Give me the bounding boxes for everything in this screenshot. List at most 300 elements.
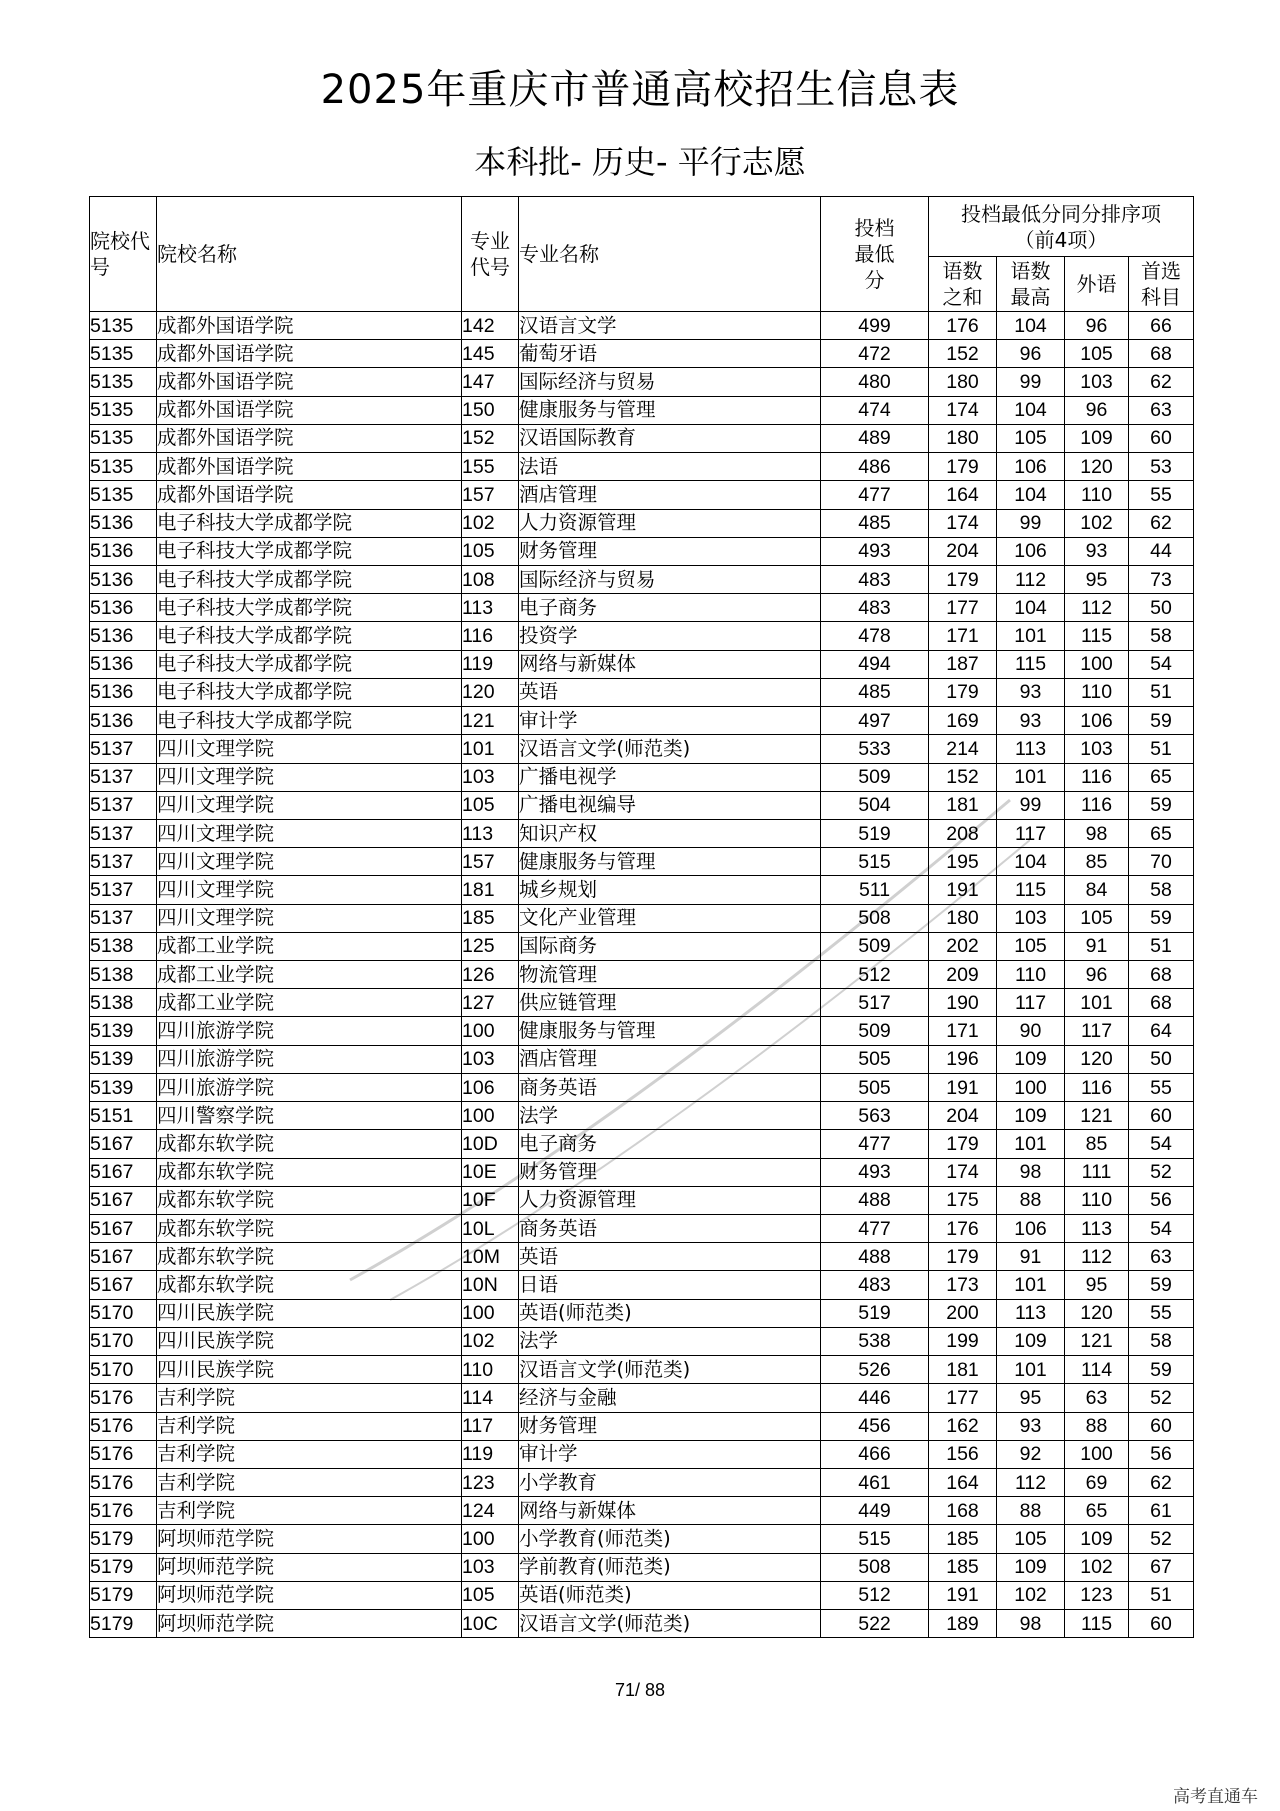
major-name-cell: 酒店管理 bbox=[519, 481, 821, 509]
school-name-cell: 成都工业学院 bbox=[157, 989, 462, 1017]
chinese-math-max-cell: 99 bbox=[997, 368, 1065, 396]
chinese-math-sum-cell: 202 bbox=[929, 932, 997, 960]
table-row bbox=[90, 424, 1194, 452]
chinese-math-max-cell: 101 bbox=[997, 1130, 1065, 1158]
school-code-cell: 5151 bbox=[90, 1102, 157, 1130]
school-name-cell: 吉利学院 bbox=[157, 1497, 462, 1525]
min-score-cell: 519 bbox=[821, 819, 929, 847]
table-row bbox=[90, 1130, 1194, 1158]
header-sub-chinese-math-sum: 语数之和 bbox=[929, 257, 997, 312]
school-name-cell: 阿坝师范学院 bbox=[157, 1525, 462, 1553]
major-name-cell: 电子商务 bbox=[519, 594, 821, 622]
school-code-cell: 5136 bbox=[90, 622, 157, 650]
foreign-language-cell: 93 bbox=[1065, 537, 1129, 565]
major-code-cell: 105 bbox=[462, 791, 519, 819]
school-code-cell: 5138 bbox=[90, 932, 157, 960]
foreign-language-cell: 121 bbox=[1065, 1327, 1129, 1355]
table-row bbox=[90, 1045, 1194, 1073]
major-name-cell: 健康服务与管理 bbox=[519, 1017, 821, 1045]
first-subject-cell: 59 bbox=[1129, 1356, 1194, 1384]
foreign-language-cell: 110 bbox=[1065, 678, 1129, 706]
header-school-name: 院校名称 bbox=[157, 197, 462, 312]
first-subject-cell: 63 bbox=[1129, 396, 1194, 424]
table-row bbox=[90, 509, 1194, 537]
major-code-cell: 117 bbox=[462, 1412, 519, 1440]
school-code-cell: 5167 bbox=[90, 1130, 157, 1158]
min-score-cell: 485 bbox=[821, 678, 929, 706]
school-code-cell: 5135 bbox=[90, 368, 157, 396]
table-row bbox=[90, 1525, 1194, 1553]
table-row bbox=[90, 1581, 1194, 1609]
min-score-cell: 493 bbox=[821, 1158, 929, 1186]
major-name-cell: 法学 bbox=[519, 1327, 821, 1355]
school-name-cell: 成都外国语学院 bbox=[157, 340, 462, 368]
min-score-cell: 483 bbox=[821, 565, 929, 593]
chinese-math-max-cell: 99 bbox=[997, 791, 1065, 819]
table-row bbox=[90, 707, 1194, 735]
table-row bbox=[90, 848, 1194, 876]
first-subject-cell: 55 bbox=[1129, 1073, 1194, 1101]
school-code-cell: 5167 bbox=[90, 1186, 157, 1214]
school-code-cell: 5136 bbox=[90, 565, 157, 593]
chinese-math-sum-cell: 152 bbox=[929, 763, 997, 791]
school-name-cell: 吉利学院 bbox=[157, 1384, 462, 1412]
school-name-cell: 成都工业学院 bbox=[157, 932, 462, 960]
chinese-math-sum-cell: 174 bbox=[929, 396, 997, 424]
table-row bbox=[90, 763, 1194, 791]
min-score-cell: 508 bbox=[821, 904, 929, 932]
foreign-language-cell: 102 bbox=[1065, 1553, 1129, 1581]
school-code-cell: 5136 bbox=[90, 650, 157, 678]
school-code-cell: 5167 bbox=[90, 1243, 157, 1271]
min-score-cell: 511 bbox=[821, 876, 929, 904]
major-name-cell: 投资学 bbox=[519, 622, 821, 650]
chinese-math-sum-cell: 180 bbox=[929, 904, 997, 932]
first-subject-cell: 59 bbox=[1129, 904, 1194, 932]
table-row bbox=[90, 594, 1194, 622]
school-code-cell: 5139 bbox=[90, 1045, 157, 1073]
table-row bbox=[90, 1215, 1194, 1243]
major-code-cell: 124 bbox=[462, 1497, 519, 1525]
chinese-math-max-cell: 115 bbox=[997, 650, 1065, 678]
chinese-math-max-cell: 103 bbox=[997, 904, 1065, 932]
header-tie-group bbox=[929, 197, 1194, 257]
chinese-math-max-cell: 112 bbox=[997, 1468, 1065, 1496]
foreign-language-cell: 106 bbox=[1065, 707, 1129, 735]
chinese-math-sum-cell: 171 bbox=[929, 622, 997, 650]
chinese-math-sum-cell: 180 bbox=[929, 424, 997, 452]
major-name-cell: 财务管理 bbox=[519, 1412, 821, 1440]
table-row bbox=[90, 904, 1194, 932]
first-subject-cell: 60 bbox=[1129, 1102, 1194, 1130]
school-name-cell: 电子科技大学成都学院 bbox=[157, 594, 462, 622]
chinese-math-sum-cell: 174 bbox=[929, 1158, 997, 1186]
school-name-cell: 四川文理学院 bbox=[157, 763, 462, 791]
major-code-cell: 157 bbox=[462, 848, 519, 876]
chinese-math-max-cell: 92 bbox=[997, 1440, 1065, 1468]
table-row bbox=[90, 1468, 1194, 1496]
major-name-cell: 英语(师范类) bbox=[519, 1299, 821, 1327]
first-subject-cell: 70 bbox=[1129, 848, 1194, 876]
school-code-cell: 5170 bbox=[90, 1356, 157, 1384]
min-score-cell: 508 bbox=[821, 1553, 929, 1581]
major-name-cell: 健康服务与管理 bbox=[519, 396, 821, 424]
chinese-math-max-cell: 106 bbox=[997, 537, 1065, 565]
foreign-language-cell: 96 bbox=[1065, 396, 1129, 424]
major-code-cell: 185 bbox=[462, 904, 519, 932]
school-code-cell: 5135 bbox=[90, 396, 157, 424]
school-name-cell: 四川旅游学院 bbox=[157, 1073, 462, 1101]
page-number: 71/ 88 bbox=[614, 1680, 666, 1700]
school-name-cell: 阿坝师范学院 bbox=[157, 1553, 462, 1581]
min-score-cell: 485 bbox=[821, 509, 929, 537]
chinese-math-sum-cell: 189 bbox=[929, 1610, 997, 1638]
chinese-math-sum-cell: 208 bbox=[929, 819, 997, 847]
major-code-cell: 10D bbox=[462, 1130, 519, 1158]
chinese-math-max-cell: 113 bbox=[997, 735, 1065, 763]
table-row bbox=[90, 989, 1194, 1017]
min-score-cell: 499 bbox=[821, 312, 929, 340]
major-code-cell: 142 bbox=[462, 312, 519, 340]
min-score-cell: 446 bbox=[821, 1384, 929, 1412]
foreign-language-cell: 120 bbox=[1065, 1045, 1129, 1073]
first-subject-cell: 55 bbox=[1129, 1299, 1194, 1327]
chinese-math-max-cell: 113 bbox=[997, 1299, 1065, 1327]
chinese-math-max-cell: 93 bbox=[997, 678, 1065, 706]
header-major-code: 专业代号 bbox=[462, 197, 519, 312]
school-code-cell: 5136 bbox=[90, 537, 157, 565]
school-name-cell: 四川民族学院 bbox=[157, 1356, 462, 1384]
school-name-cell: 成都东软学院 bbox=[157, 1243, 462, 1271]
foreign-language-cell: 112 bbox=[1065, 1243, 1129, 1271]
major-code-cell: 100 bbox=[462, 1102, 519, 1130]
major-code-cell: 119 bbox=[462, 650, 519, 678]
chinese-math-max-cell: 95 bbox=[997, 1384, 1065, 1412]
school-name-cell: 成都外国语学院 bbox=[157, 312, 462, 340]
chinese-math-max-cell: 105 bbox=[997, 424, 1065, 452]
major-name-cell: 小学教育(师范类) bbox=[519, 1525, 821, 1553]
chinese-math-sum-cell: 174 bbox=[929, 509, 997, 537]
table-row bbox=[90, 735, 1194, 763]
first-subject-cell: 59 bbox=[1129, 791, 1194, 819]
chinese-math-sum-cell: 171 bbox=[929, 1017, 997, 1045]
min-score-cell: 538 bbox=[821, 1327, 929, 1355]
foreign-language-cell: 103 bbox=[1065, 368, 1129, 396]
school-name-cell: 四川民族学院 bbox=[157, 1327, 462, 1355]
min-score-cell: 526 bbox=[821, 1356, 929, 1384]
school-code-cell: 5139 bbox=[90, 1017, 157, 1045]
school-code-cell: 5137 bbox=[90, 876, 157, 904]
table-row bbox=[90, 1497, 1194, 1525]
foreign-language-cell: 100 bbox=[1065, 1440, 1129, 1468]
major-code-cell: 10L bbox=[462, 1215, 519, 1243]
chinese-math-max-cell: 104 bbox=[997, 481, 1065, 509]
min-score-cell: 517 bbox=[821, 989, 929, 1017]
major-code-cell: 100 bbox=[462, 1299, 519, 1327]
school-name-cell: 成都外国语学院 bbox=[157, 424, 462, 452]
school-code-cell: 5136 bbox=[90, 678, 157, 706]
major-name-cell: 国际商务 bbox=[519, 932, 821, 960]
foreign-language-cell: 103 bbox=[1065, 735, 1129, 763]
first-subject-cell: 64 bbox=[1129, 1017, 1194, 1045]
min-score-cell: 522 bbox=[821, 1610, 929, 1638]
major-code-cell: 116 bbox=[462, 622, 519, 650]
major-name-cell: 汉语言文学(师范类) bbox=[519, 1356, 821, 1384]
table-row bbox=[90, 1440, 1194, 1468]
first-subject-cell: 52 bbox=[1129, 1525, 1194, 1553]
chinese-math-max-cell: 117 bbox=[997, 819, 1065, 847]
min-score-cell: 504 bbox=[821, 791, 929, 819]
header-sub-foreign-language: 外语 bbox=[1065, 257, 1129, 312]
foreign-language-cell: 110 bbox=[1065, 481, 1129, 509]
school-name-cell: 吉利学院 bbox=[157, 1440, 462, 1468]
major-name-cell: 法语 bbox=[519, 453, 821, 481]
major-code-cell: 103 bbox=[462, 763, 519, 791]
chinese-math-sum-cell: 200 bbox=[929, 1299, 997, 1327]
major-name-cell: 广播电视学 bbox=[519, 763, 821, 791]
major-name-cell: 电子商务 bbox=[519, 1130, 821, 1158]
school-name-cell: 吉利学院 bbox=[157, 1468, 462, 1496]
chinese-math-sum-cell: 164 bbox=[929, 481, 997, 509]
major-name-cell: 汉语国际教育 bbox=[519, 424, 821, 452]
chinese-math-max-cell: 101 bbox=[997, 1356, 1065, 1384]
table-body bbox=[90, 312, 1194, 1638]
foreign-language-cell: 85 bbox=[1065, 848, 1129, 876]
foreign-language-cell: 112 bbox=[1065, 594, 1129, 622]
min-score-cell: 486 bbox=[821, 453, 929, 481]
chinese-math-sum-cell: 214 bbox=[929, 735, 997, 763]
major-name-cell: 物流管理 bbox=[519, 961, 821, 989]
min-score-cell: 509 bbox=[821, 932, 929, 960]
school-name-cell: 电子科技大学成都学院 bbox=[157, 565, 462, 593]
first-subject-cell: 62 bbox=[1129, 1468, 1194, 1496]
major-code-cell: 102 bbox=[462, 509, 519, 537]
min-score-cell: 478 bbox=[821, 622, 929, 650]
min-score-cell: 456 bbox=[821, 1412, 929, 1440]
major-code-cell: 123 bbox=[462, 1468, 519, 1496]
major-code-cell: 105 bbox=[462, 537, 519, 565]
chinese-math-max-cell: 100 bbox=[997, 1073, 1065, 1101]
major-name-cell: 城乡规划 bbox=[519, 876, 821, 904]
school-code-cell: 5170 bbox=[90, 1299, 157, 1327]
major-code-cell: 127 bbox=[462, 989, 519, 1017]
school-name-cell: 成都东软学院 bbox=[157, 1271, 462, 1299]
min-score-cell: 477 bbox=[821, 1215, 929, 1243]
school-code-cell: 5135 bbox=[90, 481, 157, 509]
foreign-language-cell: 121 bbox=[1065, 1102, 1129, 1130]
chinese-math-sum-cell: 190 bbox=[929, 989, 997, 1017]
table-row bbox=[90, 1017, 1194, 1045]
major-name-cell: 经济与金融 bbox=[519, 1384, 821, 1412]
foreign-language-cell: 116 bbox=[1065, 1073, 1129, 1101]
min-score-cell: 505 bbox=[821, 1073, 929, 1101]
min-score-cell: 493 bbox=[821, 537, 929, 565]
major-name-cell: 商务英语 bbox=[519, 1073, 821, 1101]
foreign-language-cell: 100 bbox=[1065, 650, 1129, 678]
school-code-cell: 5137 bbox=[90, 819, 157, 847]
major-name-cell: 酒店管理 bbox=[519, 1045, 821, 1073]
table-row bbox=[90, 340, 1194, 368]
major-code-cell: 101 bbox=[462, 735, 519, 763]
chinese-math-sum-cell: 191 bbox=[929, 1073, 997, 1101]
school-name-cell: 电子科技大学成都学院 bbox=[157, 707, 462, 735]
chinese-math-max-cell: 99 bbox=[997, 509, 1065, 537]
chinese-math-sum-cell: 177 bbox=[929, 594, 997, 622]
first-subject-cell: 51 bbox=[1129, 735, 1194, 763]
chinese-math-sum-cell: 185 bbox=[929, 1553, 997, 1581]
min-score-cell: 477 bbox=[821, 481, 929, 509]
foreign-language-cell: 116 bbox=[1065, 763, 1129, 791]
first-subject-cell: 56 bbox=[1129, 1440, 1194, 1468]
table-row bbox=[90, 1073, 1194, 1101]
school-name-cell: 成都东软学院 bbox=[157, 1130, 462, 1158]
table-row bbox=[90, 368, 1194, 396]
header-min-score: 投档最低分 bbox=[821, 197, 929, 312]
major-name-cell: 英语(师范类) bbox=[519, 1581, 821, 1609]
min-score-cell: 515 bbox=[821, 1525, 929, 1553]
major-name-cell: 学前教育(师范类) bbox=[519, 1553, 821, 1581]
chinese-math-sum-cell: 180 bbox=[929, 368, 997, 396]
foreign-language-cell: 88 bbox=[1065, 1412, 1129, 1440]
first-subject-cell: 60 bbox=[1129, 424, 1194, 452]
foreign-language-cell: 110 bbox=[1065, 1186, 1129, 1214]
school-code-cell: 5137 bbox=[90, 735, 157, 763]
chinese-math-sum-cell: 179 bbox=[929, 1243, 997, 1271]
major-code-cell: 120 bbox=[462, 678, 519, 706]
major-name-cell: 汉语言文学(师范类) bbox=[519, 1610, 821, 1638]
major-code-cell: 114 bbox=[462, 1384, 519, 1412]
school-code-cell: 5136 bbox=[90, 594, 157, 622]
school-name-cell: 四川旅游学院 bbox=[157, 1017, 462, 1045]
table-row bbox=[90, 650, 1194, 678]
school-name-cell: 四川文理学院 bbox=[157, 791, 462, 819]
foreign-language-cell: 120 bbox=[1065, 1299, 1129, 1327]
first-subject-cell: 51 bbox=[1129, 1581, 1194, 1609]
school-name-cell: 成都外国语学院 bbox=[157, 368, 462, 396]
major-code-cell: 150 bbox=[462, 396, 519, 424]
chinese-math-sum-cell: 187 bbox=[929, 650, 997, 678]
school-code-cell: 5138 bbox=[90, 961, 157, 989]
major-code-cell: 145 bbox=[462, 340, 519, 368]
major-name-cell: 财务管理 bbox=[519, 537, 821, 565]
chinese-math-sum-cell: 152 bbox=[929, 340, 997, 368]
school-code-cell: 5179 bbox=[90, 1610, 157, 1638]
first-subject-cell: 62 bbox=[1129, 368, 1194, 396]
major-name-cell: 网络与新媒体 bbox=[519, 1497, 821, 1525]
school-name-cell: 成都外国语学院 bbox=[157, 453, 462, 481]
major-code-cell: 106 bbox=[462, 1073, 519, 1101]
foreign-language-cell: 69 bbox=[1065, 1468, 1129, 1496]
chinese-math-max-cell: 104 bbox=[997, 396, 1065, 424]
chinese-math-max-cell: 109 bbox=[997, 1045, 1065, 1073]
min-score-cell: 466 bbox=[821, 1440, 929, 1468]
corner-watermark: 高考直通车 bbox=[1173, 1787, 1258, 1807]
school-code-cell: 5179 bbox=[90, 1553, 157, 1581]
foreign-language-cell: 123 bbox=[1065, 1581, 1129, 1609]
chinese-math-max-cell: 101 bbox=[997, 1271, 1065, 1299]
school-code-cell: 5137 bbox=[90, 763, 157, 791]
first-subject-cell: 54 bbox=[1129, 1215, 1194, 1243]
major-code-cell: 10M bbox=[462, 1243, 519, 1271]
first-subject-cell: 63 bbox=[1129, 1243, 1194, 1271]
min-score-cell: 519 bbox=[821, 1299, 929, 1327]
school-name-cell: 四川文理学院 bbox=[157, 876, 462, 904]
school-name-cell: 电子科技大学成都学院 bbox=[157, 537, 462, 565]
major-name-cell: 小学教育 bbox=[519, 1468, 821, 1496]
major-code-cell: 102 bbox=[462, 1327, 519, 1355]
table-row bbox=[90, 678, 1194, 706]
school-name-cell: 四川文理学院 bbox=[157, 735, 462, 763]
chinese-math-sum-cell: 199 bbox=[929, 1327, 997, 1355]
header-tie-group-title: 投档最低分同分排序项 bbox=[961, 201, 1161, 226]
foreign-language-cell: 84 bbox=[1065, 876, 1129, 904]
major-name-cell: 审计学 bbox=[519, 707, 821, 735]
major-code-cell: 147 bbox=[462, 368, 519, 396]
major-code-cell: 10F bbox=[462, 1186, 519, 1214]
chinese-math-max-cell: 91 bbox=[997, 1243, 1065, 1271]
school-name-cell: 四川文理学院 bbox=[157, 848, 462, 876]
chinese-math-max-cell: 93 bbox=[997, 1412, 1065, 1440]
school-code-cell: 5176 bbox=[90, 1440, 157, 1468]
foreign-language-cell: 96 bbox=[1065, 961, 1129, 989]
major-code-cell: 121 bbox=[462, 707, 519, 735]
first-subject-cell: 68 bbox=[1129, 989, 1194, 1017]
foreign-language-cell: 109 bbox=[1065, 1525, 1129, 1553]
major-code-cell: 157 bbox=[462, 481, 519, 509]
table-row bbox=[90, 1412, 1194, 1440]
min-score-cell: 483 bbox=[821, 1271, 929, 1299]
major-name-cell: 人力资源管理 bbox=[519, 509, 821, 537]
major-name-cell: 国际经济与贸易 bbox=[519, 565, 821, 593]
major-code-cell: 108 bbox=[462, 565, 519, 593]
table-row bbox=[90, 1384, 1194, 1412]
first-subject-cell: 73 bbox=[1129, 565, 1194, 593]
chinese-math-sum-cell: 204 bbox=[929, 537, 997, 565]
foreign-language-cell: 95 bbox=[1065, 565, 1129, 593]
school-code-cell: 5179 bbox=[90, 1525, 157, 1553]
table-row bbox=[90, 819, 1194, 847]
table-row bbox=[90, 1243, 1194, 1271]
min-score-cell: 497 bbox=[821, 707, 929, 735]
school-name-cell: 电子科技大学成都学院 bbox=[157, 509, 462, 537]
table-row bbox=[90, 1356, 1194, 1384]
major-name-cell: 财务管理 bbox=[519, 1158, 821, 1186]
chinese-math-sum-cell: 191 bbox=[929, 1581, 997, 1609]
first-subject-cell: 52 bbox=[1129, 1384, 1194, 1412]
header-sub-chinese-math-max: 语数最高 bbox=[997, 257, 1065, 312]
foreign-language-cell: 116 bbox=[1065, 791, 1129, 819]
chinese-math-sum-cell: 196 bbox=[929, 1045, 997, 1073]
school-name-cell: 四川文理学院 bbox=[157, 904, 462, 932]
chinese-math-sum-cell: 169 bbox=[929, 707, 997, 735]
min-score-cell: 480 bbox=[821, 368, 929, 396]
chinese-math-max-cell: 93 bbox=[997, 707, 1065, 735]
chinese-math-sum-cell: 164 bbox=[929, 1468, 997, 1496]
table-row bbox=[90, 932, 1194, 960]
min-score-cell: 505 bbox=[821, 1045, 929, 1073]
foreign-language-cell: 120 bbox=[1065, 453, 1129, 481]
admission-table bbox=[89, 196, 1194, 1638]
school-code-cell: 5176 bbox=[90, 1468, 157, 1496]
min-score-cell: 512 bbox=[821, 1581, 929, 1609]
foreign-language-cell: 98 bbox=[1065, 819, 1129, 847]
chinese-math-sum-cell: 175 bbox=[929, 1186, 997, 1214]
major-code-cell: 113 bbox=[462, 819, 519, 847]
chinese-math-sum-cell: 156 bbox=[929, 1440, 997, 1468]
min-score-cell: 509 bbox=[821, 1017, 929, 1045]
first-subject-cell: 54 bbox=[1129, 650, 1194, 678]
page-subtitle: 本科批- 历史- 平行志愿 bbox=[474, 143, 806, 181]
